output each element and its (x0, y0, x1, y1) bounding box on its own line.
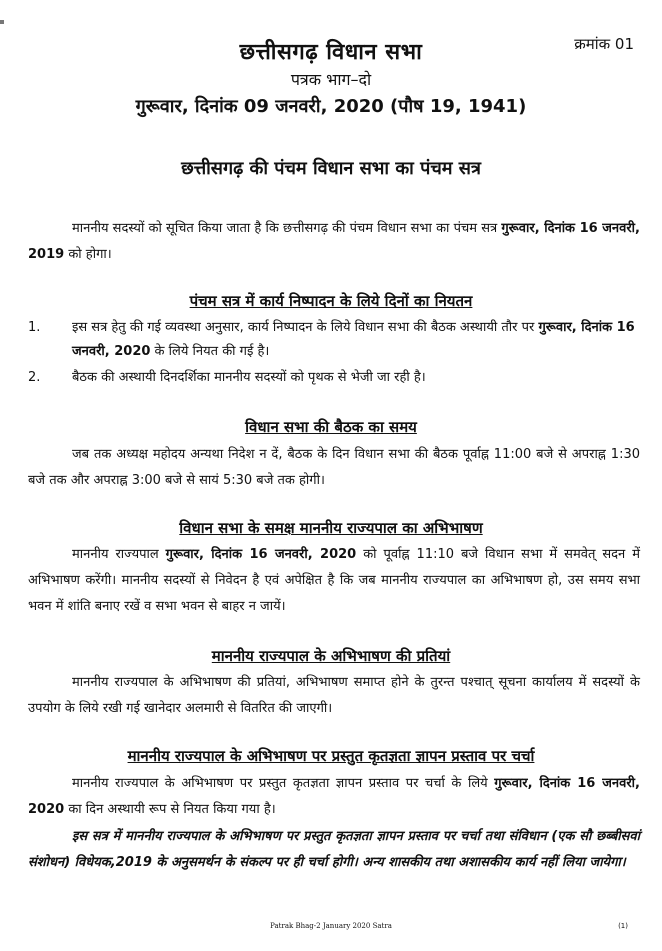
address-text-post: को पूर्वाह्न 11:10 बजे विधान सभा में समवेत् सदन में अभिभाषण करेंगी। माननीय सदस्यों से निवेदन है एवं अपेक्षित है कि जब माननीय राज्यपाल का अभिभाषण हो, उस समय सभा भवन में शांति बनाए रखें व सभा भवन से बाहर न जायें। (28, 547, 640, 614)
sitting-time-paragraph: जब तक अध्यक्ष महोदय अन्यथा निदेश न दें, बैठक के दिन विधान सभा की बैठक पूर्वाह्न 11:00 बजे से अपराह्न 1:30 बजे तक और अपराह्न 3:00 बजे से सायं 5:30 बजे तक होगी। (28, 447, 640, 488)
list-item (28, 366, 640, 390)
page-title: छत्तीसगढ़ विधान सभा (239, 40, 423, 65)
list-item-number: 1. (28, 320, 41, 335)
list-item-date: गुरूवार, दिनांक 16 जनवरी, 2020 (72, 320, 635, 359)
page-date: गुरूवार, दिनांक 09 जनवरी, 2020 (पौष 19, 1941) (135, 96, 527, 117)
list-item-text (72, 316, 640, 364)
motion-paragraph (28, 771, 640, 823)
serial-number: क्रमांक 01 (574, 35, 634, 53)
list-item-text-post: के लिये नियत की गई है। (150, 344, 270, 359)
motion-note-paragraph: इस सत्र में माननीय राज्यपाल के अभिभाषण पर प्रस्तुत कृतज्ञता ज्ञापन प्रस्ताव पर चर्चा तथा संविधान (एक सौ छब्बीसवां संशोधन) विधेयक,2019 के अनुसमर्थन के संकल्प पर ही चर्चा होगी। अन्य शासकीय तथा अशासकीय कार्य नहीं लिया जायेगा। (28, 829, 640, 870)
list-item-text (72, 366, 640, 390)
section-heading-motion: माननीय राज्यपाल के अभिभाषण पर प्रस्तुत कृतज्ञता ज्ञापन प्रस्ताव पर चर्चा (127, 747, 535, 765)
copies-paragraph: माननीय राज्यपाल के अभिभाषण की प्रतियां, अभिभाषण समाप्त होने के तुरन्त पश्चात् सूचना कार्यालय में सदस्यों के उपयोग के लिये रखी गई खानेदार अलमारी से वितरित की जाएगी। (28, 675, 640, 716)
intro-text-pre: माननीय सदस्यों को सूचित किया जाता है कि छत्तीसगढ़ की पंचम विधान सभा का पंचम सत्र (72, 221, 502, 236)
section-heading-copies: माननीय राज्यपाल के अभिभाषण की प्रतियां (211, 647, 451, 665)
motion-date: गुरूवार, दिनांक 16 जनवरी, 2020 (28, 776, 640, 817)
list-item-text-pre: बैठक की अस्थायी दिनदर्शिका माननीय सदस्यों को पृथक से भेजी जा रही है। (72, 370, 426, 385)
list-item-number: 2. (28, 370, 41, 385)
motion-text-pre: माननीय राज्यपाल के अभिभाषण पर प्रस्तुत कृतज्ञता ज्ञापन प्रस्ताव पर चर्चा के लिये (72, 776, 495, 791)
section-heading-allocation: पंचम सत्र में कार्य निष्पादन के लिये दिनों का नियतन (189, 292, 473, 310)
page-subtitle: पत्रक भाग–दो (290, 70, 372, 89)
list-item (28, 316, 640, 364)
margin-mark (0, 20, 4, 24)
intro-paragraph (28, 216, 640, 268)
list-item-text-pre: इस सत्र हेतु की गई व्यवस्था अनुसार, कार्य निष्पादन के लिये विधान सभा की बैठक अस्थायी तौर पर (72, 320, 539, 335)
intro-text-post: को होगा। (64, 247, 112, 262)
session-title: छत्तीसगढ़ की पंचम विधान सभा का पंचम सत्र (181, 158, 481, 179)
footer-text: Patrak Bhag-2 January 2020 Satra (270, 922, 392, 930)
motion-text-post: का दिन अस्थायी रूप से नियत किया गया है। (64, 802, 276, 817)
section-heading-address: विधान सभा के समक्ष माननीय राज्यपाल का अभिभाषण (179, 519, 483, 537)
address-text-pre: माननीय राज्यपाल (72, 547, 166, 562)
page-number: (1) (618, 922, 628, 930)
address-paragraph (28, 542, 640, 620)
address-date: गुरूवार, दिनांक 16 जनवरी, 2020 (165, 547, 357, 562)
section-heading-sitting-time: विधान सभा की बैठक का समय (245, 418, 417, 436)
intro-date: गुरूवार, दिनांक 16 जनवरी, 2019 (28, 221, 640, 262)
